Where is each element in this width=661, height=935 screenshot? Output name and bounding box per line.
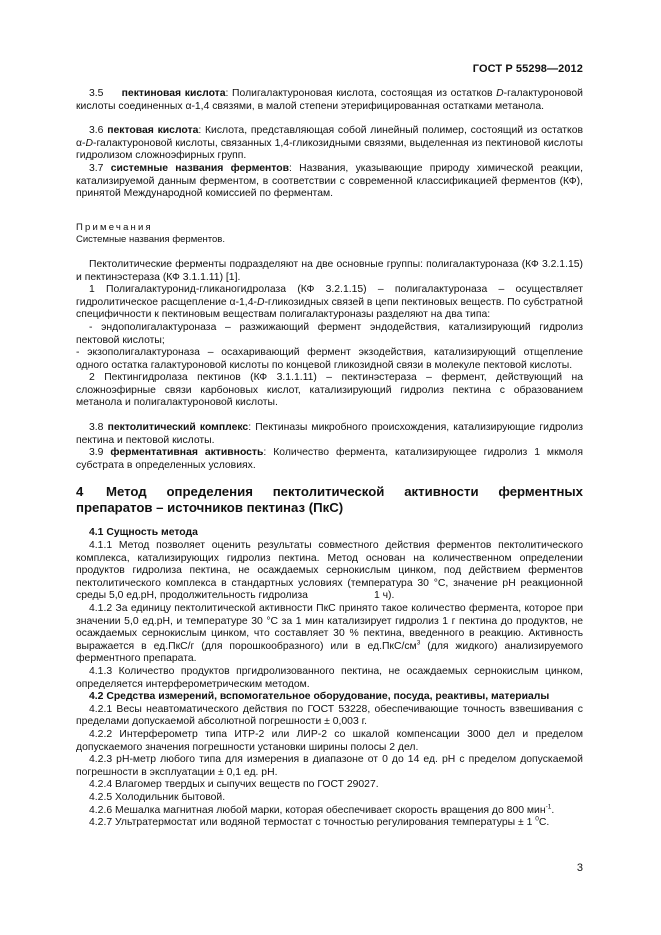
note-label: Примечания	[76, 221, 153, 233]
clause-4-1-1: 4.1.1 Метод позволяет оценить результаты совместного действия ферментов пектолитического комплекса, катализирующих гидролиз пектина. Метод основан на количественном определении продуктов гидролиза пектина, не осаждаемых сернокислым цинком, под действием ферментов пектолитического комплекса в стандартных условиях (температура 30 °С, значение рН реакционной среды 5,0 ед.рН, продолжительность гидролиза 1 ч).	[76, 540, 583, 602]
clause-4-2-6: 4.2.6 Мешалка магнитная любой марки, которая обеспечивает скорость вращения до 800 мин$^{-1}$.	[89, 803, 555, 816]
page-number: 3	[576, 862, 583, 874]
definition-3-9: 3.9 ферментативная активность: Количество фермента, катализирующее гидролиз 1 мкмоля субстрата в определенных условиях.	[76, 447, 583, 471]
clause-4-2-5: 4.2.5 Холодильник бытовой.	[89, 791, 226, 803]
clause-4-1-2: 4.1.2 За единицу пектолитической активности ПкС принято такое количество фермента, которое при значении 5,0 ед.рН, и температуре 30 °С за 1 мин катализирует гидролиз 1 г пектина до продуктов, не осаждаемых сернокислым цинком, что составляет 30 % пектина, введенного в реакцию. Активность выражается в ед.ПкС/г (для порошкообразного) или в $ед.ПкС/см^3$ (для жидкого) анализируемого ферментного препарата.	[76, 603, 583, 665]
term: системные названия ферментов	[110, 162, 289, 174]
clause-4-2-3: 4.2.3 рН-метр любого типа для измерения в диапазоне от 0 до 14 ед. рН с пределом допускаемой погрешности в эксплуатации ± 0,1 ед. рН.	[76, 754, 583, 778]
standard-code: ГОСТ Р 55298—2012	[472, 63, 583, 75]
note-text: Системные названия ферментов.	[76, 234, 225, 246]
pectolytic-intro: Пектолитические ферменты подразделяют на две основные группы: полигалактуроназа (КФ 3.2.1.15) и пектинэстераза (КФ 3.1.1.11) [1].	[76, 258, 583, 283]
pectolytic-item-1: 1 Полигалактуронид-гликаногидролаза (КФ 3.2.1.15) – полигалактуроназа – осуществляет гидролитическое расщепление α-1,4-D-гликозидных связей в цепи пектиновых веществ. По субстратной специфичности к пектиновым веществам полигалактуроназы разделяют на два типа:	[76, 284, 583, 321]
section-4-title: 4 Метод определения пектолитической активности ферментных препаратов – источников пектиназ (ПкС)	[76, 484, 583, 515]
clause-4-1-3: 4.1.3 Количество продуктов пргидролизованного пектина, не осаждаемых сернокислым цинком, определяется интерферометрическим методом.	[76, 665, 583, 690]
section-4-1-title: 4.1 Сущность метода	[89, 527, 198, 539]
term: ферментативная активность	[110, 447, 264, 459]
clause-4-2-2: 4.2.2 Интерферометр типа ИТР-2 или ЛИР-2 со шкалой компенсации 3000 дел и пределом допускаемого значения погрешности установки ширины полосы 2 дел.	[76, 728, 583, 753]
definition-3-6: 3.6 пектовая кислота: Кислота, представляющая собой линейный полимер, состоящий из остатков α-D-галактуроновой кислоты, связанных 1,4-гликозидными связями, выделенная из пектиновой кислоты гидролизом сложноэфирных групп.	[76, 125, 584, 162]
definition-3-7: 3.7 системные названия ферментов: Названия, указывающие природу химической реакции, катализируемой данным ферментом, в соответствии с современной классификацией ферментов (КФ), принятой Международной комиссией по ферментам.	[76, 162, 584, 200]
definition-3-8: 3.8 пектолитический комплекс: Пектиназы микробного происхождения, катализирующие гидролиз пектина и пектовой кислоты.	[76, 422, 583, 446]
term: пектиновая кислота	[121, 88, 226, 99]
section-4-2-title: 4.2 Средства измерений, вспомогательное оборудование, посуда, реактивы, материалы	[89, 691, 550, 703]
pectolytic-item-2: 2 Пектингидролаза пектинов (КФ 3.1.1.11) – пектинэстераза – фермент, действующий на сложноэфирные связи карбоновых кислот, катализирующий гидролиз пектина с образованием метанола и полигалактуроновой кислоты.	[76, 372, 583, 409]
pectolytic-endo: - эндополигалактуроназа – разжижающий фермент эндодействия, катализирующий гидролиз пектовой кислоты;	[76, 321, 583, 346]
term: пектолитический комплекс	[107, 422, 249, 434]
definition-3-5: 3.5 пектиновая кислота: Полигалактуроновая кислота, состоящая из остатков D-галактуроновой кислоты соединенных α-1,4 связями, в малой степени этерифицированная остатками метанола.	[76, 88, 583, 112]
pectolytic-exo: - экзополигалактуроназа – осахаривающий фермент экзодействия, катализирующий отщепление одного остатка галактуроновой кислоты по концевой гликозидной связи в молекуле пектовой кислоты.	[76, 347, 583, 371]
clause-4-2-4: 4.2.4 Влагомер твердых и сыпучих веществ по ГОСТ 29027.	[89, 779, 379, 791]
clause-4-2-7: 4.2.7 Ультратермостат или водяной термостат с точностью регулирования температуры ± 1 $^0$С.	[89, 815, 550, 829]
clause-4-2-1: 4.2.1 Весы неавтоматического действия по ГОСТ 53228, обеспечивающие точность взвешивания с пределами допускаемой абсолютной погрешности ± 0,003 г.	[76, 703, 583, 728]
term: пектовая кислота	[107, 125, 199, 137]
document-body	[76, 88, 583, 830]
